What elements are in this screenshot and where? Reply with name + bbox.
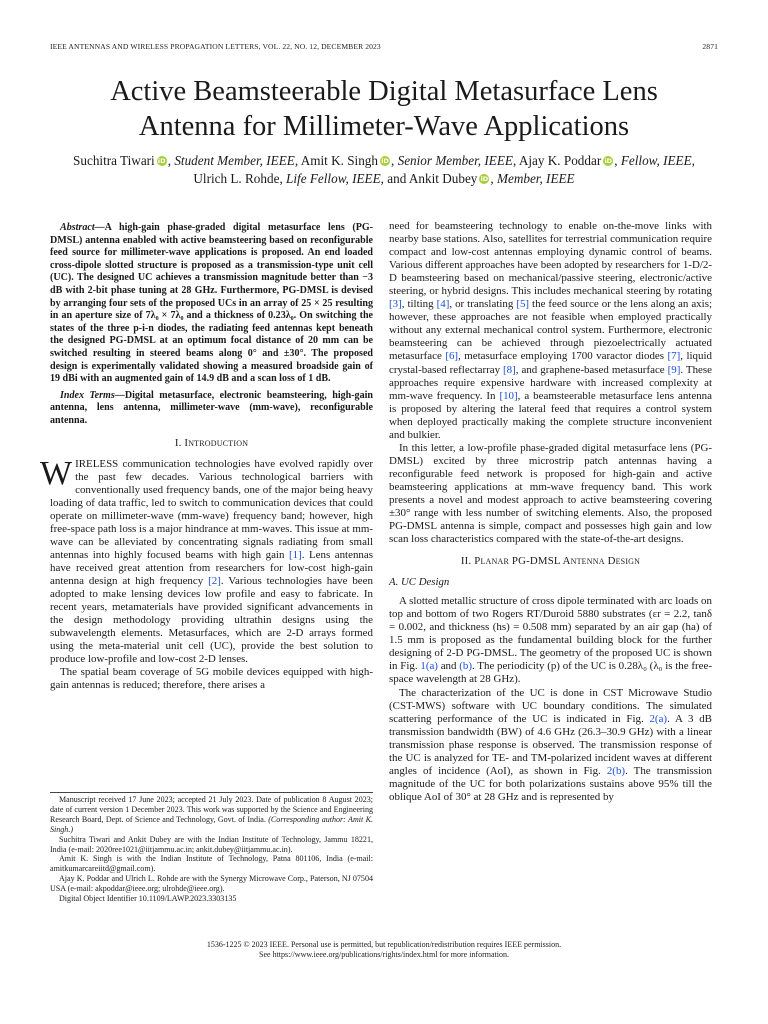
left-column xyxy=(40,222,373,692)
paragraph-text: need for beamsteering technology to enable on-the-move links with nearby base stations. Also, satellites for terrestrial communication require compact and low-cost antennas employing dynamic control of beams. Various different approaches have been adopted by researchers for 1-D/2-D beamsteering based on mechanical/passive steering, electronic/active steering, or hybrid designs. This includes mechanical steering by rotating xyxy=(389,220,712,298)
subsection-heading: A. UC Design xyxy=(389,576,450,589)
figure-link[interactable]: 1(a) xyxy=(420,660,438,673)
paragraph-text: , tilting xyxy=(401,298,437,311)
author-conjunction: and xyxy=(387,171,407,186)
footnote: Ajay K. Poddar and Ulrich L. Rohde are with the Synergy Microwave Corp., Paterson, NJ 07504 USA (e-mail: akpoddar@ieee.org; ulrohde@ieee.org). xyxy=(50,874,373,894)
copyright-notice xyxy=(50,940,718,960)
figure-link[interactable]: (b) xyxy=(459,660,473,673)
copyright-line-1: 1536-1225 © 2023 IEEE. Personal use is permitted, but republication/redistribution requires IEEE permission. xyxy=(206,940,562,949)
paragraph-text: the feed source or the lens along an axis; however, these approaches are not feasible when employed practically without any external mechanical control system. Furthermore, electronic beamsteering can be achieved through piezoelectrically actuated metasurface xyxy=(389,298,712,363)
orcid-icon[interactable]: iD xyxy=(480,175,489,183)
paragraph xyxy=(389,220,712,442)
citation-link[interactable]: [3] xyxy=(389,298,402,311)
abstract xyxy=(50,222,373,386)
citation-link[interactable]: [4] xyxy=(436,298,450,311)
footnote: Amit K. Singh is with the Indian Institute of Technology, Patna 801106, India (e-mail: amitkumarcareiitd@gmail.com). xyxy=(50,854,373,874)
drop-cap: W xyxy=(40,454,73,492)
citation-link[interactable]: [5] xyxy=(516,298,530,311)
paragraph: In this letter, a low-profile phase-graded digital metasurface lens (PG-DMSL) excited by three microstrip patch antennas having a reconfigurable feed network is proposed for high-gain and active beamsteering applications at mm-wave frequency band. This work presents a novel and modest approach to active beamsteering covering ±30° range with less number of switching elements. Also, the proposed PG-DMSL antenna is simple, compact and possesses high gain and low scan loss characteristics compared with the state-of-the-art designs. xyxy=(389,441,712,546)
journal-header: IEEE ANTENNAS AND WIRELESS PROPAGATION LETTERS, VOL. 22, NO. 12, DECEMBER 2023 xyxy=(50,42,381,51)
author-name: Ankit Dubey xyxy=(408,171,478,186)
index-terms-label: Index Terms— xyxy=(60,389,125,401)
paragraph-text: . Various technologies have been adopted to make lensing devices low profile and easy to fabricate. In recent years, metamaterials have provided significant advancements in the design methodology providing ultrathin designs using the subwavelength elements. Metasurfaces, which are 2-D arrays formed using the meta-material unit cell (UC), provide the best solution to produce low-profile and low-cost 2-D lenses. xyxy=(50,574,373,666)
abstract-text: A high-gain phase-graded digital metasurface lens (PG-DMSL) antenna enabled with active beamsteering based on reconfigurable feed source for millimeter-wave applications is proposed. An end loaded cross-dipole slotted structure is proposed as a transmission-type unit cell (UC). The designed UC achieves a transmission magnitude better than −3 dB with 2-bit phase tuning at 28 GHz. Furthermore, PG-DMSL is devised by arranging four sets of the proposed UCs in an array of 25 × 25 resulting in an aperture size of 7λ₀ × 7λ₀ and a thickness of 0.23λ₀. On switching the states of the three p-i-n diodes, the radiating feed antennas kept beneath the designed PG-DMSL at an optimum focal distance of 20 mm can be switched resulting in steered beams along 0° and ±30°. The proposed design is experimentally validated showing a measured broadside gain of 19 dBi with an augmented gain of 14.9 dB and a scan loss of 1 dB. xyxy=(50,222,373,385)
doi: Digital Object Identifier 10.1109/LAWP.2023.3303135 xyxy=(59,894,237,904)
author-name: Ajay K. Poddar xyxy=(518,153,602,168)
index-terms xyxy=(50,390,373,428)
citation-link[interactable]: [1] xyxy=(288,548,302,561)
orcid-icon[interactable]: iD xyxy=(381,157,389,165)
paragraph-text: , liquid crystal-based reflectarray xyxy=(389,350,712,376)
paragraph xyxy=(389,687,712,804)
citation-link[interactable]: [9] xyxy=(667,363,681,376)
paragraph-text: . These approaches require expensive hardware with increased complexity at mm-wave frequency. In xyxy=(389,363,713,402)
title-line-2: Antenna for Millimeter-Wave Applications xyxy=(138,111,630,142)
footnote: Suchitra Tiwari and Ankit Dubey are with the Indian Institute of Technology, Jammu 18221, India (e-mail: 2020ree1021@iitjammu.ac.in; ankit.dubey@iitjammu.ac.in). xyxy=(50,834,373,854)
author-list: Suchitra Tiwari iD , Student Member, IEEE, Amit K. Singh iD , Senior Member, IEEE, Ajay K. Poddar iD , Fellow, IEEE, Ulrich L. Rohde, Life Fellow, IEEE, and Ankit Dubey iD , Member, IEEE xyxy=(73,153,695,186)
author-role: Senior Member, IEEE xyxy=(397,153,513,168)
author-name: Ulrich L. Rohde xyxy=(193,171,280,186)
paragraph-text: , and graphene-based metasurface xyxy=(515,363,668,376)
figure-link[interactable]: 2(b) xyxy=(606,764,626,777)
footnote-text: Manuscript received 17 June 2023; accepted 21 July 2023. Date of publication 8 August 2023; date of current version 1 December 2023. This work was supported by the Science and Engineering Research Board, Dept. of Science and Technology, Govt. of India. xyxy=(50,795,373,824)
running-head xyxy=(50,42,718,51)
author-role: Fellow, IEEE xyxy=(620,153,692,168)
title-line-1: Active Beamsteerable Digital Metasurface Lens xyxy=(110,76,658,107)
orcid-icon[interactable]: iD xyxy=(604,157,613,165)
paragraph-text: . The periodicity (p) of the UC is 0.28λ₀ (λ₀ is the free-space wavelength at 28 GHz). xyxy=(389,660,712,686)
page-number: 2871 xyxy=(702,42,718,51)
paragraph-text: A slotted metallic structure of cross dipole terminated with arc loads on top and bottom of two Rogers RT/Duroid 5880 substrates (εr = 2.2, tanδ = 0.002, and thickness (hs) = 0.508 mm) separated by an air gap (ha) of 1.5 mm is proposed as the fundamental building block for the further designing of 2-D PG-DMSL. The geometry of the proposed UC is shown in Fig. xyxy=(389,595,712,673)
author-role: Member, IEEE xyxy=(496,171,575,186)
citation-link[interactable]: [8] xyxy=(503,363,516,376)
intro-paragraph-2: The spatial beam coverage of 5G mobile devices equipped with high-gain antennas is reduced; therefore, there arises a xyxy=(50,666,373,692)
author-name: Suchitra Tiwari xyxy=(73,153,155,168)
paragraph-text: . Lens antennas have received great attention from researchers for low-cost high-gain antenna design at high frequency xyxy=(50,548,373,587)
citation-link[interactable]: [7] xyxy=(667,350,681,363)
paragraph-text: The characterization of the UC is done in CST Microwave Studio (CST-MWS) software with UC boundary conditions. The simulated scattering performance of the UC is indicated in Fig. xyxy=(389,686,712,725)
copyright-line-2: See https://www.ieee.org/publications/rights/index.html for more information. xyxy=(259,950,509,959)
abstract-label: Abstract— xyxy=(60,222,105,233)
section-heading: I. Introduction xyxy=(174,436,249,449)
author-role: Life Fellow, IEEE xyxy=(286,171,381,186)
citation-link[interactable]: [6] xyxy=(445,350,459,363)
paper-title xyxy=(40,74,728,144)
citation-link[interactable]: [10] xyxy=(499,389,518,402)
paragraph-text: . The transmission magnitude of the UC for both polarizations sustains above 95% till the oblique AoI of 30° at 28 GHz and is represented by xyxy=(389,764,712,803)
paragraph xyxy=(389,595,712,686)
citation-link[interactable]: [2] xyxy=(208,574,221,587)
figure-link[interactable]: 2(a) xyxy=(649,712,668,725)
paragraph-text: , metasurface employing 1700 varactor diodes xyxy=(458,350,668,363)
footnote xyxy=(50,795,373,835)
paragraph-text: IRELESS communication technologies have evolved rapidly over the past few decades. Various technological barriers with conventionally used frequency bands, one of the major being heavy loading of data traffic, led to switch to communication devices that could operate on millimeter-wave (mm-wave) frequency band; however, high free-space path loss is a major hindrance at mm-waves. This issue at mm-wave can be alleviated by concentrating signals radiating from small antennas into highly focused beams with high gain xyxy=(50,457,373,561)
author-name: Amit K. Singh xyxy=(300,153,378,168)
paragraph-text: , a beamsteerable metasurface lens antenna is proposed by altering the lateral feed that requires a control system when deployed practically making the complete structure inconvenient and bulkier. xyxy=(389,389,712,441)
corresponding-author: (Corresponding author: Amit K. Singh.) xyxy=(50,814,373,834)
orcid-icon[interactable]: iD xyxy=(157,157,166,165)
right-column xyxy=(389,220,712,804)
section-heading: II. Planar PG-DMSL Antenna Design xyxy=(460,555,641,568)
intro-paragraph xyxy=(40,454,373,667)
paragraph-text: . A 3 dB transmission bandwidth (BW) of 4.6 GHz (26.3–30.9 GHz) with a linear transmission phase response is observed. The transmission response of the UC is analyzed for TE- and TM-polarized incident waves at different angles of incidence (AoI), as shown in Fig. xyxy=(389,712,712,777)
index-terms-text: Digital metasurface, electronic beamsteering, high-gain antenna, lens antenna, millimeter-wave (mm-wave), reconfigurable antenna. xyxy=(50,389,373,426)
paragraph-text: , or translating xyxy=(449,298,517,311)
paragraph-text: and xyxy=(437,660,460,673)
footnotes xyxy=(50,792,373,904)
author-role: Student Member, IEEE xyxy=(174,153,295,168)
